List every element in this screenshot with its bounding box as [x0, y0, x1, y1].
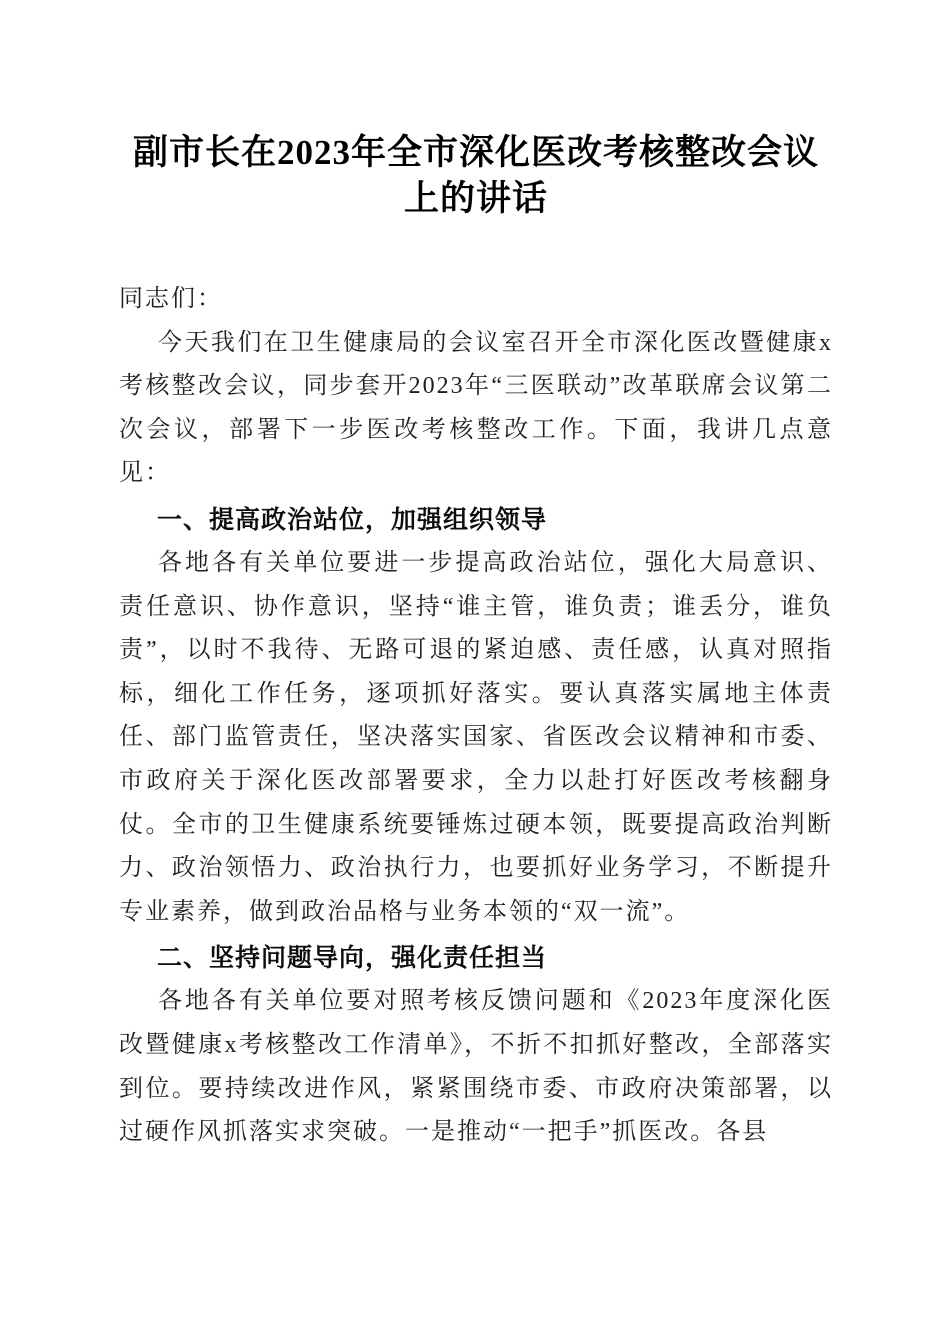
paragraph-intro: 今天我们在卫生健康局的会议室召开全市深化医改暨健康x考核整改会议，同步套开2023年“三医联动”改革联席会议第二次会议，部署下一步医改考核整改工作。下面，我讲几点意见：: [119, 329, 833, 487]
section-heading-2: 二、坚持问题导向，强化责任担当: [157, 944, 548, 973]
document-body: [119, 278, 833, 1155]
paragraph-section-1: 各地各有关单位要进一步提高政治站位，强化大局意识、责任意识、协作意识，坚持“谁主管，谁负责；谁丢分，谁负责”，以时不我待、无路可退的紧迫感、责任感，认真对照指标，细化工作任务，逐项抓好落实。要认真落实属地主体责任、部门监管责任，坚决落实国家、省医改会议精神和市委、市政府关于深化医改部署要求，全力以赴打好医改考核翻身仗。全市的卫生健康系统要锤炼过硬本领，既要提高政治判断力、政治领悟力、政治执行力，也要抓好业务学习，不断提升专业素养，做到政治品格与业务本领的“双一流”。: [119, 549, 833, 925]
document-title: 副市长在2023年全市深化医改考核整改会议上的讲话: [132, 133, 819, 218]
section-heading-1: 一、提高政治站位，加强组织领导: [157, 505, 548, 534]
salutation: 同志们：: [119, 286, 223, 312]
paragraph-section-2: 各地各有关单位要对照考核反馈问题和《2023年度深化医改暨健康x考核整改工作清单》，不折不扣抓好整改，全部落实到位。要持续改进作风，紧紧围绕市委、市政府决策部署，以过硬作风抓落实求突破。一是推动“一把手”抓医改。各县: [119, 988, 833, 1146]
